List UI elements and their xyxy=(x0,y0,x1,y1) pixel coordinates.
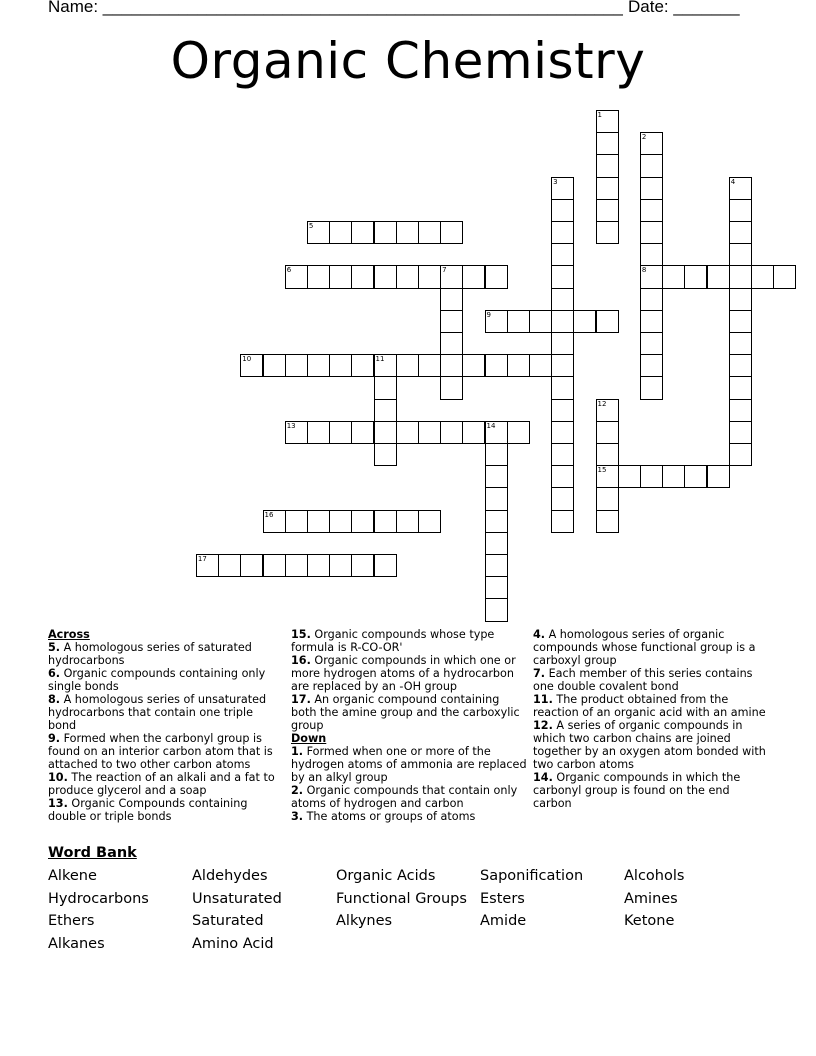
crossword-cell[interactable] xyxy=(640,154,663,177)
crossword-cell[interactable] xyxy=(374,554,397,577)
clue-number: 11 xyxy=(375,355,385,364)
clue-text: Organic compounds in which one or more hydrogen atoms of a hydrocarbon are replaced by an -OH group xyxy=(291,654,516,693)
across-heading: Across xyxy=(48,628,90,641)
clue-number: 12. xyxy=(533,718,553,732)
clue-number: 16 xyxy=(264,510,274,519)
clue-text: The atoms or groups of atoms xyxy=(303,809,476,823)
crossword-cell[interactable] xyxy=(573,310,596,333)
crossword-cell[interactable] xyxy=(551,354,574,377)
clue xyxy=(48,694,284,733)
crossword-cell[interactable] xyxy=(396,265,419,288)
crossword-cell[interactable] xyxy=(329,554,352,577)
clue-number: 13 xyxy=(286,421,296,430)
word-bank-item: Ethers xyxy=(48,913,95,930)
crossword-cell[interactable] xyxy=(529,354,552,377)
clue-number: 10. xyxy=(48,770,68,784)
crossword-cell[interactable] xyxy=(729,354,752,377)
crossword-cell[interactable] xyxy=(263,510,286,533)
crossword-cell[interactable] xyxy=(640,265,663,288)
crossword-cell[interactable] xyxy=(596,399,619,422)
crossword-cell[interactable] xyxy=(218,554,241,577)
crossword-cell[interactable] xyxy=(551,399,574,422)
crossword-cell[interactable] xyxy=(485,421,508,444)
crossword-cell[interactable] xyxy=(507,354,530,377)
crossword-cell[interactable] xyxy=(374,265,397,288)
crossword-cell[interactable] xyxy=(351,221,374,244)
crossword-cell[interactable] xyxy=(729,443,752,466)
clue-text: A homologous series of unsaturated hydrocarbons that contain one triple bond xyxy=(48,692,267,732)
clue-text: Organic compounds in which the carbonyl group is found on the end carbon xyxy=(533,770,741,810)
crossword-cell[interactable] xyxy=(596,510,619,533)
crossword-cell[interactable] xyxy=(462,354,485,377)
clue-number: 12 xyxy=(597,399,607,408)
crossword-cell[interactable] xyxy=(351,354,374,377)
crossword-cell[interactable] xyxy=(684,265,707,288)
clue xyxy=(48,733,284,772)
crossword-cell[interactable] xyxy=(329,421,352,444)
clue xyxy=(48,772,284,798)
clue-text: An organic compound containing both the amine group and the carboxylic group xyxy=(291,692,520,732)
clue xyxy=(533,629,769,668)
crossword-cell[interactable] xyxy=(351,554,374,577)
crossword-cell[interactable] xyxy=(418,265,441,288)
crossword-cell[interactable] xyxy=(640,221,663,244)
across-clue-list-continued xyxy=(291,629,527,733)
across-clue-list xyxy=(48,642,284,824)
crossword-cell[interactable] xyxy=(707,265,730,288)
crossword-cell[interactable] xyxy=(285,554,308,577)
crossword-cell[interactable] xyxy=(596,487,619,510)
word-bank-item: Alkanes xyxy=(48,936,105,953)
crossword-cell[interactable] xyxy=(618,465,641,488)
crossword-cell[interactable] xyxy=(485,465,508,488)
clue-text: Each member of this series contains one double covalent bond xyxy=(533,666,753,693)
crossword-cell[interactable] xyxy=(285,421,308,444)
crossword-cell[interactable] xyxy=(374,354,397,377)
clue-number: 16. xyxy=(291,654,311,667)
crossword-cell[interactable] xyxy=(640,199,663,222)
clue-number: 17 xyxy=(197,555,207,563)
word-bank-item: Saponification xyxy=(480,868,584,884)
clue-number: 4 xyxy=(730,177,736,186)
clue-number: 7 xyxy=(442,266,447,275)
clue-text: Formed when the carbonyl group is found on an interior carbon atom that is attached to two other carbon atoms xyxy=(48,731,273,771)
crossword-cell[interactable] xyxy=(551,243,574,266)
crossword-cell[interactable] xyxy=(374,399,397,422)
clue-text: The reaction of an alkali and a fat to produce glycerol and a soap xyxy=(48,770,275,797)
clue-number: 1. xyxy=(291,744,304,758)
crossword-cell[interactable] xyxy=(263,554,286,577)
crossword-cell[interactable] xyxy=(263,354,286,377)
word-bank-item: Organic Acids xyxy=(336,868,436,884)
crossword-cell[interactable] xyxy=(596,421,619,444)
crossword-cell[interactable] xyxy=(551,221,574,244)
crossword-cell[interactable] xyxy=(485,265,508,288)
clue-text: Organic Compounds containing double or triple bonds xyxy=(48,796,248,823)
clue-text: A homologous series of organic compounds whose functional group is a carboxyl group xyxy=(533,628,756,667)
crossword-cell[interactable] xyxy=(485,443,508,466)
clue xyxy=(533,668,769,694)
crossword-cell[interactable] xyxy=(640,332,663,355)
crossword-cell[interactable] xyxy=(285,510,308,533)
crossword-cell[interactable] xyxy=(551,199,574,222)
crossword-cell[interactable] xyxy=(307,510,330,533)
word-bank-item: Aldehydes xyxy=(192,868,268,884)
crossword-cell[interactable] xyxy=(374,421,397,444)
crossword-cell[interactable] xyxy=(351,265,374,288)
crossword-cell[interactable] xyxy=(440,354,463,377)
clue-text: Organic compounds that contain only atoms of hydrogen and carbon xyxy=(291,783,518,810)
crossword-cell[interactable] xyxy=(307,421,330,444)
word-bank-item: Unsaturated xyxy=(192,890,282,907)
clues-column-3 xyxy=(533,629,769,811)
crossword-cell[interactable] xyxy=(485,576,508,599)
clue-number: 4. xyxy=(533,628,546,641)
crossword-cell[interactable] xyxy=(307,221,330,244)
crossword-cell[interactable] xyxy=(351,421,374,444)
crossword-cell[interactable] xyxy=(329,221,352,244)
clue-text: Organic compounds whose type formula is R-CO-OR' xyxy=(291,628,495,654)
crossword-cell[interactable] xyxy=(285,265,308,288)
crossword-cell[interactable] xyxy=(507,421,530,444)
clue-text: A homologous series of saturated hydrocarbons xyxy=(48,640,252,667)
crossword-cell[interactable] xyxy=(551,487,574,510)
clue-text: A series of organic compounds in which two carbon chains are joined together by an oxygen atom bonded with two carbon atoms xyxy=(533,718,766,771)
crossword-cell[interactable] xyxy=(462,421,485,444)
crossword-cell[interactable] xyxy=(440,421,463,444)
crossword-cell[interactable] xyxy=(418,221,441,244)
crossword-cell[interactable] xyxy=(329,354,352,377)
clue-number: 13. xyxy=(48,796,68,810)
crossword-cell[interactable] xyxy=(640,132,663,155)
crossword-cell[interactable] xyxy=(240,354,263,377)
crossword-cell[interactable] xyxy=(596,177,619,200)
crossword-cell[interactable] xyxy=(551,510,574,533)
crossword-cell[interactable] xyxy=(551,288,574,311)
crossword-cell[interactable] xyxy=(529,310,552,333)
down-clue-list xyxy=(291,746,527,824)
crossword-cell[interactable] xyxy=(551,265,574,288)
word-bank-item: Amines xyxy=(624,890,678,907)
clue-number: 14. xyxy=(533,770,553,784)
crossword-cell[interactable] xyxy=(396,221,419,244)
crossword-cell[interactable] xyxy=(707,465,730,488)
clue-number: 5. xyxy=(48,640,61,654)
word-bank-item: Functional Groups xyxy=(336,890,467,907)
crossword-cell[interactable] xyxy=(751,265,774,288)
crossword-cell[interactable] xyxy=(351,510,374,533)
crossword-cell[interactable] xyxy=(196,554,219,577)
clue-number: 15. xyxy=(291,628,311,641)
crossword-cell[interactable] xyxy=(329,510,352,533)
crossword-cell[interactable] xyxy=(640,376,663,399)
crossword-cell[interactable] xyxy=(596,132,619,155)
clue-number: 7. xyxy=(533,666,546,680)
clue xyxy=(291,811,527,824)
crossword-cell[interactable] xyxy=(551,332,574,355)
crossword-cell[interactable] xyxy=(729,243,752,266)
crossword-cell[interactable] xyxy=(729,221,752,244)
clue-number: 15 xyxy=(597,466,607,475)
word-bank-item: Alkene xyxy=(48,868,97,884)
clue-number: 6 xyxy=(286,266,292,275)
word-bank-title: Word Bank xyxy=(48,845,137,861)
clue-text: Formed when one or more of the hydrogen atoms of ammonia are replaced by an alkyl group xyxy=(291,744,527,784)
date-field: Date: _______ xyxy=(628,0,740,16)
clue xyxy=(291,694,527,733)
crossword-cell[interactable] xyxy=(396,354,419,377)
clue-number: 3 xyxy=(553,177,558,186)
crossword-cell[interactable] xyxy=(596,110,619,133)
crossword-cell[interactable] xyxy=(684,465,707,488)
clue-text: Organic compounds containing only single bonds xyxy=(48,666,266,693)
crossword-cell[interactable] xyxy=(773,265,796,288)
crossword-cell[interactable] xyxy=(551,376,574,399)
crossword-cell[interactable] xyxy=(418,510,441,533)
clue-number: 8. xyxy=(48,692,61,706)
crossword-cell[interactable] xyxy=(307,354,330,377)
crossword-cell[interactable] xyxy=(729,332,752,355)
crossword-cell[interactable] xyxy=(285,354,308,377)
crossword-cell[interactable] xyxy=(640,243,663,266)
crossword-cell[interactable] xyxy=(662,465,685,488)
crossword-cell[interactable] xyxy=(485,310,508,333)
crossword-cell[interactable] xyxy=(440,265,463,288)
clue-number: 10 xyxy=(242,355,252,364)
clue xyxy=(291,629,527,655)
crossword-cell[interactable] xyxy=(440,288,463,311)
crossword-cell[interactable] xyxy=(729,265,752,288)
crossword-cell[interactable] xyxy=(640,288,663,311)
crossword-cell[interactable] xyxy=(329,265,352,288)
clue-number: 1 xyxy=(597,111,602,119)
crossword-cell[interactable] xyxy=(462,265,485,288)
crossword-cell[interactable] xyxy=(374,510,397,533)
clue xyxy=(291,746,527,785)
crossword-cell[interactable] xyxy=(240,554,263,577)
crossword-cell[interactable] xyxy=(596,199,619,222)
crossword-cell[interactable] xyxy=(485,487,508,510)
clue-text: The product obtained from the reaction of an organic acid with an amine xyxy=(533,692,766,719)
crossword-cell[interactable] xyxy=(551,443,574,466)
clues-column-2 xyxy=(291,629,527,824)
crossword-cell[interactable] xyxy=(729,421,752,444)
crossword-cell[interactable] xyxy=(396,510,419,533)
crossword-cell[interactable] xyxy=(596,154,619,177)
word-bank-item: Alcohols xyxy=(624,868,685,884)
crossword-cell[interactable] xyxy=(551,177,574,200)
crossword-cell[interactable] xyxy=(440,221,463,244)
crossword-cell[interactable] xyxy=(485,510,508,533)
word-bank-item: Alkynes xyxy=(336,913,393,930)
clue-number: 17. xyxy=(291,692,311,706)
crossword-cell[interactable] xyxy=(729,288,752,311)
crossword-cell[interactable] xyxy=(418,421,441,444)
crossword-cell[interactable] xyxy=(485,532,508,555)
crossword-cell[interactable] xyxy=(440,310,463,333)
clue xyxy=(533,720,769,772)
crossword-cell[interactable] xyxy=(374,443,397,466)
crossword-cell[interactable] xyxy=(640,177,663,200)
word-bank-item: Hydrocarbons xyxy=(48,890,149,907)
clue-number: 3. xyxy=(291,809,304,823)
crossword-cell[interactable] xyxy=(485,598,508,621)
crossword-cell[interactable] xyxy=(485,554,508,577)
clue xyxy=(533,772,769,811)
clue xyxy=(533,694,769,720)
clue xyxy=(48,668,284,694)
crossword-cell[interactable] xyxy=(307,554,330,577)
crossword-cell[interactable] xyxy=(640,310,663,333)
crossword-cell[interactable] xyxy=(729,399,752,422)
crossword-cell[interactable] xyxy=(440,332,463,355)
clue-number: 14 xyxy=(486,421,496,430)
crossword-cell[interactable] xyxy=(640,465,663,488)
page-title: Organic Chemistry xyxy=(170,32,646,90)
crossword-cell[interactable] xyxy=(551,465,574,488)
clue xyxy=(291,785,527,811)
crossword-cell[interactable] xyxy=(507,310,530,333)
clue-number: 9 xyxy=(486,310,491,319)
crossword-cell[interactable] xyxy=(374,376,397,399)
clues-column-1 xyxy=(48,629,284,824)
crossword-cell[interactable] xyxy=(374,221,397,244)
crossword-cell[interactable] xyxy=(729,376,752,399)
crossword-cell[interactable] xyxy=(596,443,619,466)
clue-number: 6. xyxy=(48,666,61,680)
clue-number: 11. xyxy=(533,692,553,706)
crossword-cell[interactable] xyxy=(440,376,463,399)
clue-number: 2. xyxy=(291,783,304,797)
word-bank-item: Amide xyxy=(480,913,527,930)
clue xyxy=(48,798,284,824)
clue-number: 8 xyxy=(641,266,647,275)
crossword-cell[interactable] xyxy=(307,265,330,288)
down-heading: Down xyxy=(291,731,327,745)
crossword-cell[interactable] xyxy=(596,465,619,488)
crossword-cell[interactable] xyxy=(596,221,619,244)
clue xyxy=(48,642,284,668)
crossword-cell[interactable] xyxy=(396,421,419,444)
word-bank-item: Amino Acid xyxy=(192,936,274,953)
crossword-cell[interactable] xyxy=(485,354,508,377)
crossword-cell[interactable] xyxy=(596,310,619,333)
name-field: Name: _______________________________________________________ xyxy=(48,0,623,16)
crossword-cell[interactable] xyxy=(551,310,574,333)
crossword-cell[interactable] xyxy=(729,177,752,200)
clue-number: 9. xyxy=(48,731,61,745)
crossword-cell[interactable] xyxy=(418,354,441,377)
word-bank-item: Saturated xyxy=(192,913,264,930)
clue-number: 2 xyxy=(641,133,647,142)
crossword-cell[interactable] xyxy=(729,310,752,333)
word-bank-item: Esters xyxy=(480,890,525,907)
clue-number: 5 xyxy=(308,222,314,230)
crossword-cell[interactable] xyxy=(640,354,663,377)
word-bank-item: Ketone xyxy=(624,913,675,930)
clue xyxy=(291,655,527,694)
crossword-cell[interactable] xyxy=(729,199,752,222)
crossword-cell[interactable] xyxy=(551,421,574,444)
down-clue-list-continued xyxy=(533,629,769,810)
crossword-cell[interactable] xyxy=(662,265,685,288)
